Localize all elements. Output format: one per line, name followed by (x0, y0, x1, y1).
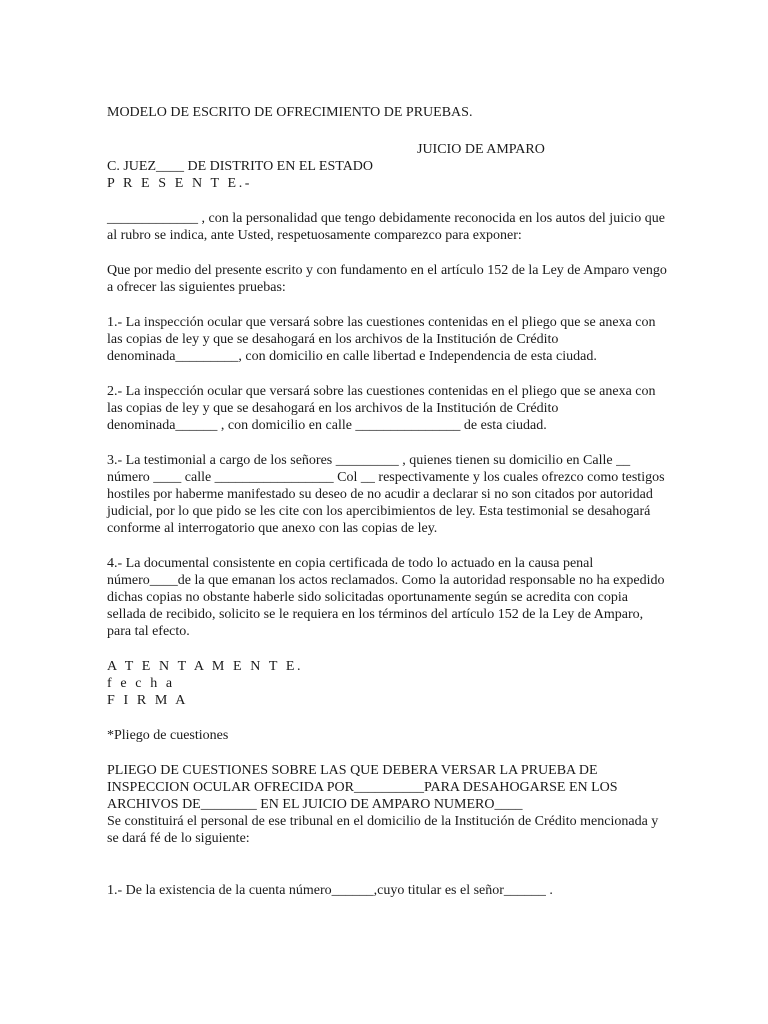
closing-firma: F I R M A (107, 693, 188, 708)
evidence-item-3: 3.- La testimonial a cargo de los señores _________ , quienes tienen su domicilio en Calle __ número ____ calle _________________ Col __ respectivamente y los cuales ofrezco como testigos hostiles por haberme manifestado su deseo de no acudir a declarar si no son citados por autoridad judicial, por lo que pido se les cite con los apercibimientos de ley. Esta testimonial se desahogará conforme al interrogatorio que anexo con las copias de ley. (107, 453, 665, 536)
pliego-note: *Pliego de cuestiones (107, 728, 229, 743)
pliego-body: Se constituirá el personal de ese tribunal en el domicilio de la Institución de Crédito mencionada y se dará fé de lo siguiente: (107, 814, 659, 846)
presente-line: P R E S E N T E.- (107, 176, 253, 191)
pliego-item-1: 1.- De la existencia de la cuenta número______,cuyo titular es el señor______ . (107, 883, 553, 898)
evidence-item-4: 4.- La documental consistente en copia certificada de todo lo actuado en la causa penal número____de la que emanan los actos reclamados. Como la autoridad responsable no ha expedido dichas copias no obstante haberle sido solicitadas oportunamente según se acredita con copia sellada de recibido, solicito se le requiera en los términos del artículo 152 de la Ley de Amparo, para tal efecto. (107, 556, 665, 639)
addressee: C. JUEZ____ DE DISTRITO EN EL ESTADO (107, 159, 374, 174)
closing-atentamente: A T E N T A M E N T E. (107, 659, 304, 674)
case-type: JUICIO DE AMPARO (417, 142, 545, 157)
evidence-item-2: 2.- La inspección ocular que versará sobre las cuestiones contenidas en el pliego que se anexa con las copias de ley y que se desahogará en los archivos de la Institución de Crédito denominada______ , con domicilio en calle _______________ de esta ciudad. (107, 384, 656, 433)
evidence-item-1: 1.- La inspección ocular que versará sobre las cuestiones contenidas en el pliego que se anexa con las copias de ley y que se desahogará en los archivos de la Institución de Crédito denominada_________, con domicilio en calle libertad e Independencia de esta ciudad. (107, 315, 656, 364)
document-page (107, 104, 667, 899)
document-title: MODELO DE ESCRITO DE OFRECIMIENTO DE PRUEBAS. (107, 105, 473, 120)
preamble-paragraph: Que por medio del presente escrito y con fundamento en el artículo 152 de la Ley de Amparo vengo a ofrecer las siguientes pruebas: (107, 263, 667, 295)
intro-paragraph: _____________ , con la personalidad que tengo debidamente reconocida en los autos del juicio que al rubro se indica, ante Usted, respetuosamente comparezco para exponer: (107, 211, 665, 243)
pliego-heading: PLIEGO DE CUESTIONES SOBRE LAS QUE DEBERA VERSAR LA PRUEBA DE INSPECCION OCULAR OFRECIDA POR__________PARA DESAHOGARSE EN LOS ARCHIVOS DE________ EN EL JUICIO DE AMPARO NUMERO____ (107, 763, 618, 812)
closing-fecha: f e c h a (107, 676, 175, 691)
